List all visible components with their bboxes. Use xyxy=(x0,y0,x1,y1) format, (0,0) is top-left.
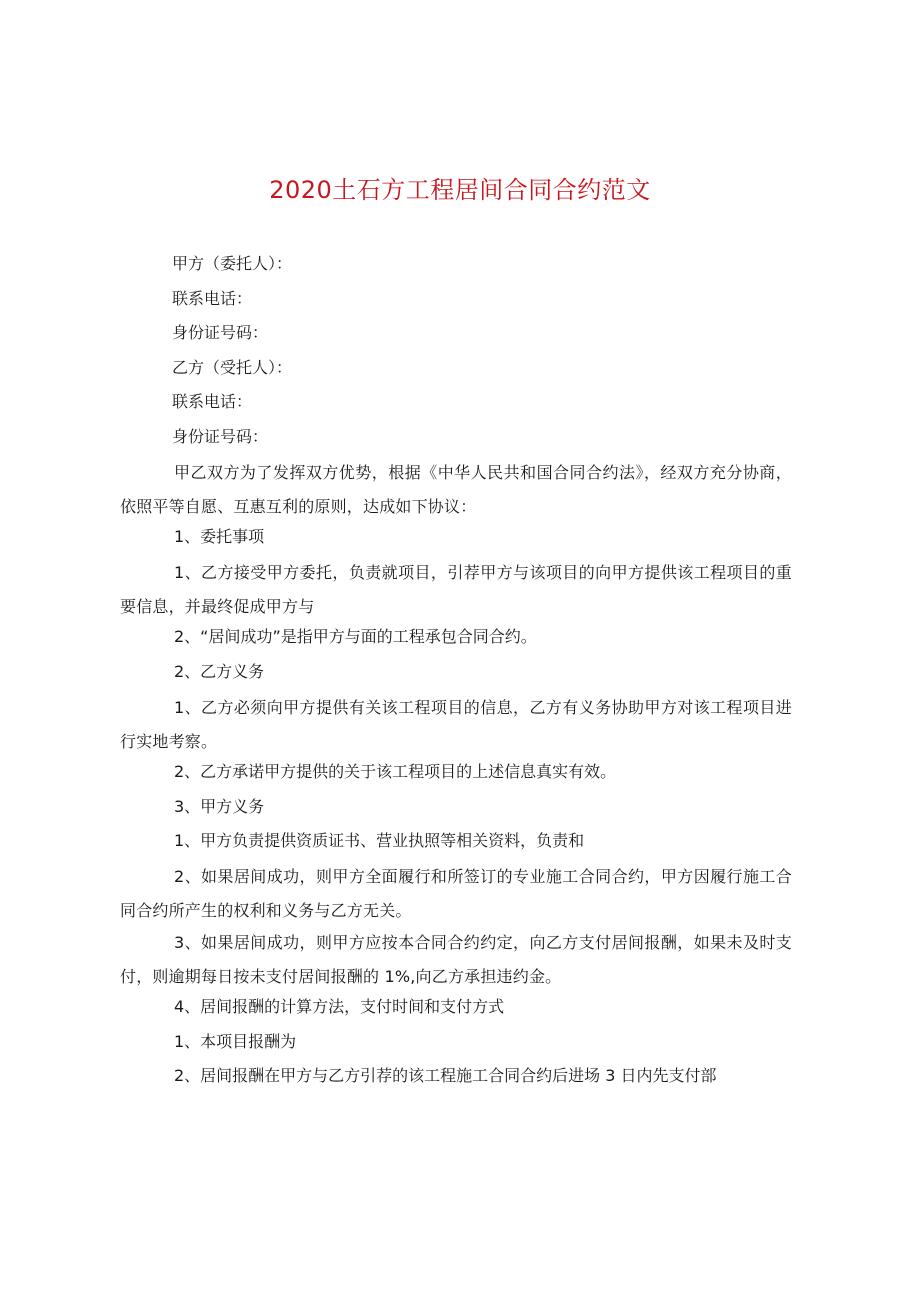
section-2-clause-2: 2、乙方承诺甲方提供的关于该工程项目的上述信息真实有效。 xyxy=(174,762,617,782)
party-a-phone-field: 联系电话： xyxy=(172,288,253,308)
party-a-id-field: 身份证号码： xyxy=(172,323,269,343)
section-3-clause-2: 2、如果居间成功，则甲方全面履行和所签订的专业施工合同合约，甲方因履行施工合同合约所产生的权利和义务与乙方无关。 xyxy=(120,866,792,920)
section-4-heading: 4、居间报酬的计算方法，支付时间和支付方式 xyxy=(174,997,505,1017)
section-2-heading: 2、乙方义务 xyxy=(174,661,265,681)
party-b-phone-field: 联系电话： xyxy=(172,392,253,412)
document-body xyxy=(120,252,792,1099)
section-1-clause-2: 2、“居间成功”是指甲方与面的工程承包合同合约。 xyxy=(174,627,537,647)
section-3-clause-3: 3、如果居间成功，则甲方应按本合同合约约定，向乙方支付居间报酬，如果未及时支付，则逾期每日按未支付居间报酬的 1%,向乙方承担违约金。 xyxy=(120,932,792,986)
section-1-clause-1: 1、乙方接受甲方委托，负责就项目，引荐甲方与该项目的向甲方提供该工程项目的重要信息，并最终促成甲方与 xyxy=(120,562,792,616)
section-2-clause-1: 1、乙方必须向甲方提供有关该工程项目的信息，乙方有义务协助甲方对该工程项目进行实地考察。 xyxy=(120,697,792,751)
party-b-field: 乙方（受托人）： xyxy=(172,357,293,377)
section-3-clause-1: 1、甲方负责提供资质证书、营业执照等相关资料，负责和 xyxy=(174,831,585,851)
section-4-clause-2: 2、居间报酬在甲方与乙方引荐的该工程施工合同合约后进场 3 日内先支付部 xyxy=(174,1066,717,1086)
party-a-field: 甲方（委托人）： xyxy=(172,254,293,273)
document-title: 2020土石方工程居间合同合约范文 xyxy=(269,176,651,204)
section-4-clause-1: 1、本项目报酬为 xyxy=(174,1031,297,1051)
section-3-heading: 3、甲方义务 xyxy=(174,796,265,816)
section-1-heading: 1、委托事项 xyxy=(174,527,265,547)
party-b-id-field: 身份证号码： xyxy=(172,426,269,446)
intro-paragraph: 甲乙双方为了发挥双方优势，根据《中华人民共和国合同合约法》，经双方充分协商，依照平等自愿、互惠互利的原则，达成如下协议： xyxy=(120,462,792,516)
